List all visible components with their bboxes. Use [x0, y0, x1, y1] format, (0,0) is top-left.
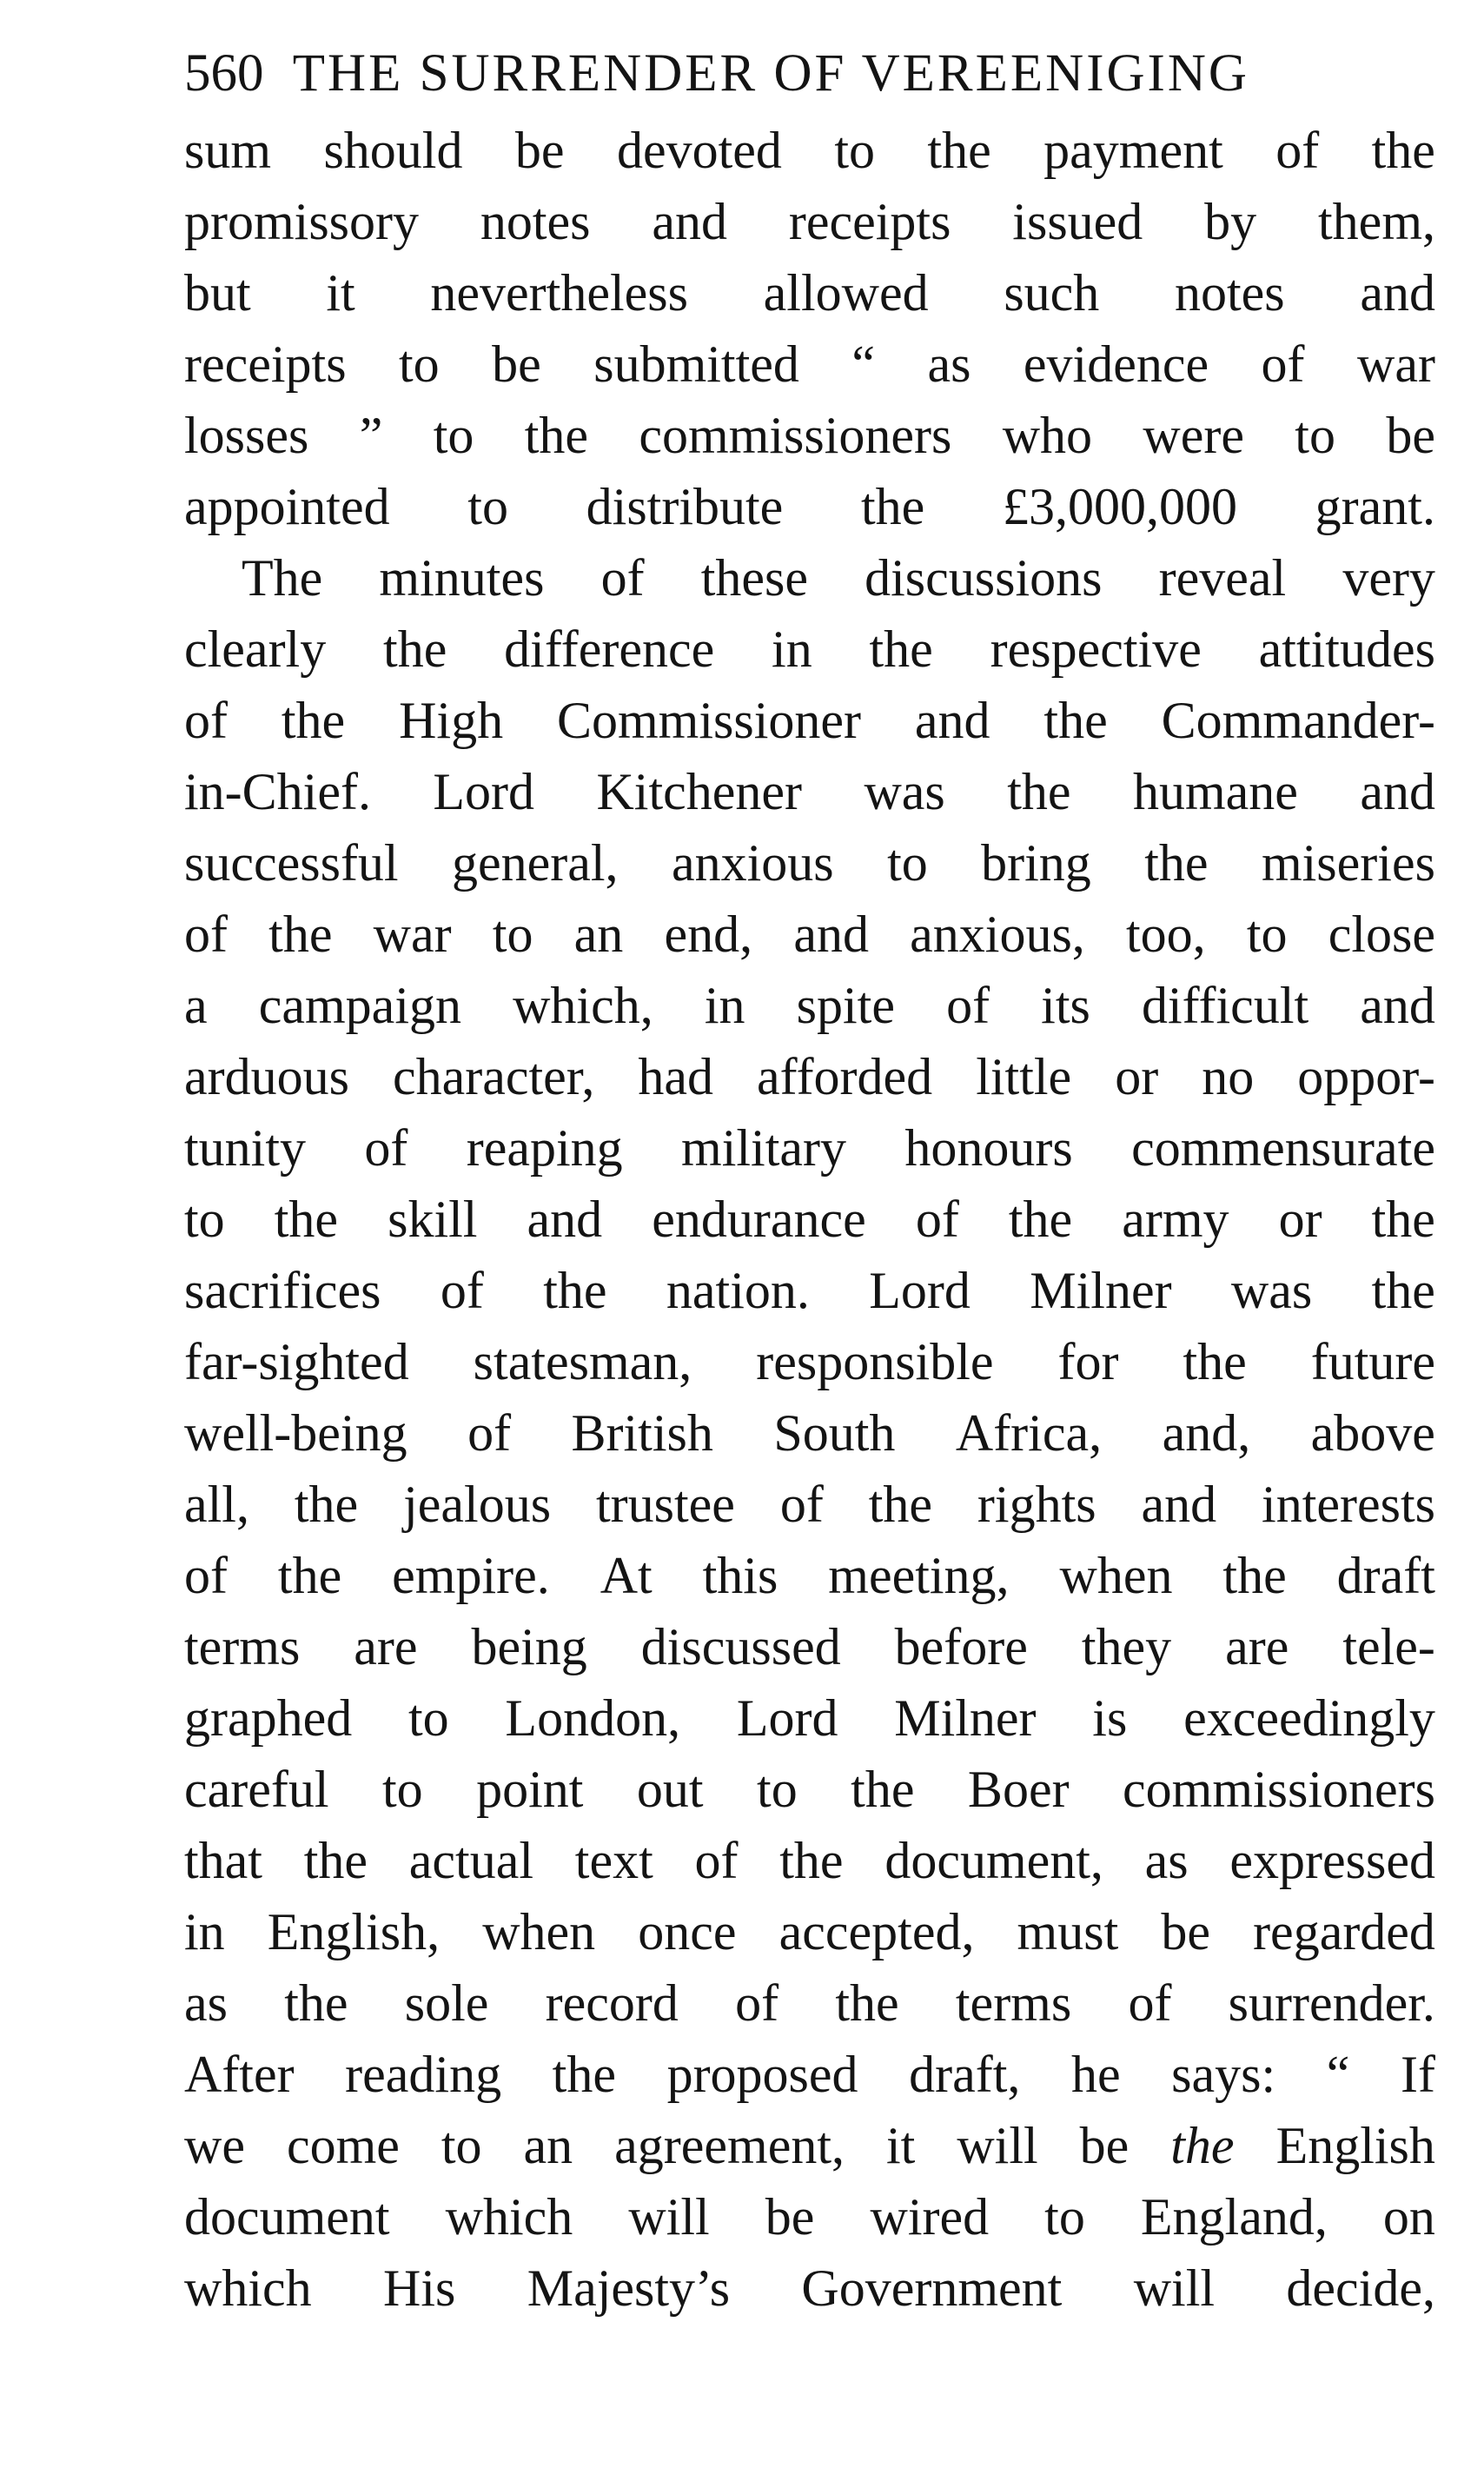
word: appointed	[184, 478, 390, 535]
text-line	[184, 1184, 1435, 1255]
word: should	[323, 122, 463, 179]
text-line	[184, 2110, 1435, 2181]
word: Lord	[433, 763, 535, 820]
word: If	[1400, 2046, 1435, 2103]
word: come	[286, 2117, 400, 2174]
word: will	[957, 2117, 1038, 2174]
word: commissioners	[1123, 1761, 1435, 1818]
word: them,	[1318, 193, 1435, 250]
word: Kitchener	[596, 763, 803, 820]
word: we	[184, 2117, 245, 2174]
word: or	[1115, 1048, 1159, 1105]
word: war	[1356, 335, 1435, 393]
word: sum	[184, 122, 272, 179]
word: and	[652, 193, 728, 250]
word: of	[779, 1476, 824, 1533]
word: of	[694, 1832, 739, 1889]
word: Majesty’s	[527, 2259, 731, 2317]
word: this	[702, 1547, 778, 1604]
word: submitted	[593, 335, 799, 393]
word: which	[445, 2188, 573, 2246]
word: the	[268, 906, 333, 963]
word: must	[1017, 1903, 1119, 1960]
word: the	[383, 620, 447, 678]
word: once	[638, 1903, 737, 1960]
text-line	[184, 542, 1435, 614]
word: a	[184, 977, 208, 1034]
word: sole	[404, 1974, 489, 2032]
word: too,	[1126, 906, 1206, 963]
text-line	[184, 1397, 1435, 1469]
word: Commander-	[1161, 692, 1435, 749]
word: of	[467, 1404, 512, 1462]
word: campaign	[258, 977, 461, 1034]
word: Government	[801, 2259, 1063, 2317]
word: which,	[513, 977, 653, 1034]
text-line	[184, 1896, 1435, 1967]
word: the	[1222, 1547, 1287, 1604]
word: to	[834, 122, 875, 179]
word: on	[1382, 2188, 1435, 2246]
word: The	[242, 549, 323, 607]
word: be	[1161, 1903, 1210, 1960]
word: notes	[480, 193, 591, 250]
text-line	[184, 1611, 1435, 1682]
word: proposed	[666, 2046, 858, 2103]
word: the	[1144, 834, 1209, 892]
word: ”	[359, 407, 383, 464]
word: clearly	[184, 620, 327, 678]
word: English,	[267, 1903, 441, 1960]
word: the	[1183, 1333, 1247, 1390]
word: to	[887, 834, 928, 892]
word: it	[326, 264, 355, 322]
text-line	[184, 827, 1435, 899]
word: minutes	[379, 549, 545, 607]
word: of	[1128, 1974, 1172, 2032]
word: document	[184, 2188, 390, 2246]
word: and	[1141, 1476, 1217, 1533]
word: draft	[1336, 1547, 1435, 1604]
word: text	[574, 1832, 653, 1889]
word: end,	[664, 906, 753, 963]
text-line	[184, 614, 1435, 685]
word: the	[277, 1547, 342, 1604]
word: expressed	[1229, 1832, 1435, 1889]
word: or	[1278, 1191, 1322, 1248]
word: issued	[1012, 193, 1143, 250]
word: South	[773, 1404, 896, 1462]
word: Africa,	[955, 1404, 1103, 1462]
text-line	[184, 1469, 1435, 1540]
word: an	[523, 2117, 573, 2174]
word: empire.	[392, 1547, 550, 1604]
running-head	[184, 35, 1435, 113]
word: losses	[184, 407, 309, 464]
word: be	[514, 122, 565, 179]
word: £3,000,000	[1002, 478, 1237, 535]
word: payment	[1043, 122, 1223, 179]
word: in-Chief.	[184, 763, 371, 820]
word: discussed	[640, 1618, 841, 1675]
word: commissioners	[639, 407, 952, 464]
word: the	[1371, 122, 1435, 179]
word: be	[765, 2188, 815, 2246]
word: the	[284, 1974, 348, 2032]
word: army	[1122, 1191, 1229, 1248]
text-line	[184, 1041, 1435, 1112]
word: the	[543, 1262, 607, 1319]
word: draft,	[909, 2046, 1021, 2103]
word: the	[281, 692, 346, 749]
word: well-being	[184, 1404, 407, 1462]
word: he	[1070, 2046, 1121, 2103]
word: the	[274, 1191, 339, 1248]
word: accepted,	[778, 1903, 975, 1960]
text-line	[184, 1967, 1435, 2039]
text-line	[184, 400, 1435, 471]
word: Milner	[1030, 1262, 1172, 1319]
word: decide,	[1286, 2259, 1435, 2317]
text-line	[184, 328, 1435, 400]
word: and	[1360, 264, 1435, 322]
word: “	[1326, 2046, 1350, 2103]
word: oppor-	[1297, 1048, 1435, 1105]
word: statesman,	[473, 1333, 692, 1390]
word: to	[441, 2117, 482, 2174]
word: of	[946, 977, 990, 1034]
word: very	[1342, 549, 1435, 607]
word: nevertheless	[430, 264, 688, 322]
word: record	[545, 1974, 679, 2032]
word: nation.	[666, 1262, 810, 1319]
word: endurance	[652, 1191, 866, 1248]
word: anxious	[671, 834, 834, 892]
word: reading	[345, 2046, 502, 2103]
text-line	[184, 685, 1435, 756]
word: of	[1261, 335, 1305, 393]
word: which	[184, 2259, 312, 2317]
word: His	[383, 2259, 456, 2317]
word: when	[1059, 1547, 1173, 1604]
word: above	[1310, 1404, 1435, 1462]
word: as	[184, 1974, 228, 2032]
text-line	[184, 1754, 1435, 1825]
word: reaping	[466, 1119, 623, 1177]
word: bring	[981, 834, 1091, 892]
word: who	[1002, 407, 1093, 464]
text-line	[184, 186, 1435, 257]
word: document,	[884, 1832, 1103, 1889]
word: the	[294, 1476, 359, 1533]
word: to	[408, 1689, 449, 1747]
word: afforded	[757, 1048, 933, 1105]
text-line	[184, 2039, 1435, 2110]
word: but	[184, 264, 251, 322]
text-line	[184, 257, 1435, 328]
word: evidence	[1023, 335, 1209, 393]
word: to	[467, 478, 508, 535]
word: allowed	[763, 264, 929, 322]
word: the	[860, 478, 925, 535]
word: was	[864, 763, 945, 820]
word: far-sighted	[184, 1333, 409, 1390]
word: to	[433, 407, 474, 464]
word: and,	[1162, 1404, 1251, 1462]
word: jealous	[403, 1476, 552, 1533]
running-title: THE SURRENDER OF VEREENIGING	[292, 44, 1249, 103]
word: actual	[408, 1832, 534, 1889]
word: close	[1328, 906, 1435, 963]
word: it	[885, 2117, 916, 2174]
word: character,	[392, 1048, 595, 1105]
text-line	[184, 970, 1435, 1041]
word: was	[1230, 1262, 1313, 1319]
word: the	[1371, 1262, 1435, 1319]
word: After	[184, 2046, 295, 2103]
word: the	[927, 122, 991, 179]
word: anxious,	[910, 906, 1085, 963]
word: honours	[904, 1119, 1073, 1177]
word: and	[1360, 977, 1435, 1034]
word: of	[1275, 122, 1320, 179]
word: is	[1092, 1689, 1128, 1747]
word: of	[600, 549, 645, 607]
word: be	[1386, 407, 1435, 464]
word: Lord	[869, 1262, 971, 1319]
text-line	[184, 471, 1435, 542]
word: are	[1225, 1618, 1289, 1675]
word: trustee	[595, 1476, 735, 1533]
word: Boer	[967, 1761, 1070, 1818]
word: the	[779, 1832, 844, 1889]
word: will	[628, 2188, 710, 2246]
word: war	[373, 906, 452, 963]
word: interests	[1262, 1476, 1435, 1533]
word: to	[1295, 407, 1335, 464]
text-line	[184, 756, 1435, 827]
text-line	[184, 1326, 1435, 1397]
word: English	[1275, 2117, 1435, 2174]
word: no	[1202, 1048, 1255, 1105]
word: be	[492, 335, 541, 393]
word: the	[303, 1832, 368, 1889]
word: by	[1204, 193, 1257, 250]
word: point	[476, 1761, 584, 1818]
word: At	[600, 1547, 653, 1604]
text-line	[184, 2181, 1435, 2252]
word: England,	[1140, 2188, 1328, 2246]
word: out	[636, 1761, 704, 1818]
word: miseries	[1261, 834, 1435, 892]
word: of	[735, 1974, 779, 2032]
word: in	[184, 1903, 225, 1960]
word: that	[184, 1832, 262, 1889]
word: to	[1246, 906, 1288, 963]
word: as	[927, 335, 971, 393]
word: in	[772, 620, 812, 678]
word: all,	[184, 1476, 249, 1533]
word: commensurate	[1131, 1119, 1435, 1177]
word: difficult	[1141, 977, 1309, 1034]
word: says:	[1171, 2046, 1276, 2103]
word: to	[381, 1761, 423, 1818]
word: Milner	[894, 1689, 1037, 1747]
word: responsible	[756, 1333, 994, 1390]
word: for	[1057, 1333, 1119, 1390]
body-text	[184, 115, 1435, 2324]
word: and	[527, 1191, 603, 1248]
word: future	[1310, 1333, 1435, 1390]
word: discussions	[865, 549, 1103, 607]
word: receipts	[184, 335, 347, 393]
word: Lord	[736, 1689, 838, 1747]
word: military	[681, 1119, 847, 1177]
word: promissory	[184, 193, 419, 250]
word: in	[704, 977, 745, 1034]
word: sacrifices	[184, 1262, 381, 1319]
word: respective	[990, 620, 1202, 678]
word: British	[571, 1404, 713, 1462]
word: the	[1043, 692, 1108, 749]
word: be	[1079, 2117, 1130, 2174]
word: its	[1041, 977, 1090, 1034]
word: are	[354, 1618, 418, 1675]
word: of	[184, 692, 228, 749]
text-line	[184, 1540, 1435, 1611]
word: as	[1144, 1832, 1189, 1889]
word: and	[1360, 763, 1435, 820]
word: difference	[504, 620, 715, 678]
word: exceedingly	[1183, 1689, 1435, 1747]
word: the	[1008, 1191, 1073, 1248]
word: attitudes	[1258, 620, 1435, 678]
text-line	[184, 2252, 1435, 2324]
word: skill	[388, 1191, 478, 1248]
word: the	[1170, 2117, 1235, 2174]
word: the	[552, 2046, 616, 2103]
word: and	[793, 906, 869, 963]
word: to	[1044, 2188, 1085, 2246]
word: the	[868, 1476, 933, 1533]
word: successful	[184, 834, 399, 892]
word: regarded	[1253, 1903, 1435, 1960]
word: London,	[505, 1689, 681, 1747]
word: the	[869, 620, 933, 678]
word: being	[471, 1618, 587, 1675]
word: the	[1371, 1191, 1435, 1248]
word: such	[1004, 264, 1100, 322]
word: they	[1081, 1618, 1172, 1675]
word: to	[399, 335, 440, 393]
text-line	[184, 1112, 1435, 1184]
word: an	[573, 906, 624, 963]
word: Commissioner	[556, 692, 861, 749]
word: humane	[1132, 763, 1298, 820]
page-number: 560	[184, 44, 264, 103]
text-line	[184, 1825, 1435, 1896]
word: terms	[955, 1974, 1072, 2032]
word: graphed	[184, 1689, 353, 1747]
word: rights	[977, 1476, 1096, 1533]
word: arduous	[184, 1048, 349, 1105]
text-line	[184, 899, 1435, 970]
word: spite	[796, 977, 895, 1034]
word: careful	[184, 1761, 329, 1818]
word: devoted	[616, 122, 782, 179]
word: the	[524, 407, 589, 464]
word: when	[482, 1903, 596, 1960]
word: “	[851, 335, 875, 393]
word: before	[894, 1618, 1028, 1675]
word: to	[757, 1761, 798, 1818]
word: notes	[1175, 264, 1285, 322]
word: of	[184, 1547, 228, 1604]
word: to	[492, 906, 533, 963]
word: receipts	[788, 193, 951, 250]
word: surrender.	[1228, 1974, 1435, 2032]
word: of	[440, 1262, 484, 1319]
word: of	[915, 1191, 959, 1248]
word: wired	[870, 2188, 990, 2246]
word: of	[364, 1119, 408, 1177]
word: general,	[452, 834, 619, 892]
word: meeting,	[828, 1547, 1010, 1604]
word: High	[399, 692, 504, 749]
text-line	[184, 1255, 1435, 1326]
word: reveal	[1158, 549, 1287, 607]
word: and	[914, 692, 990, 749]
word: these	[700, 549, 808, 607]
word: little	[976, 1048, 1072, 1105]
word: tele-	[1342, 1618, 1435, 1675]
word: the	[1007, 763, 1071, 820]
word: distribute	[586, 478, 784, 535]
word: grant.	[1315, 478, 1435, 535]
word: were	[1143, 407, 1244, 464]
word: will	[1133, 2259, 1216, 2317]
word: to	[184, 1191, 225, 1248]
word: tunity	[184, 1119, 307, 1177]
word: agreement,	[614, 2117, 845, 2174]
word: of	[184, 906, 228, 963]
word: had	[638, 1048, 714, 1105]
word: terms	[184, 1618, 301, 1675]
word: the	[851, 1761, 915, 1818]
word: the	[835, 1974, 899, 2032]
text-line	[184, 1682, 1435, 1754]
text-line	[184, 115, 1435, 186]
